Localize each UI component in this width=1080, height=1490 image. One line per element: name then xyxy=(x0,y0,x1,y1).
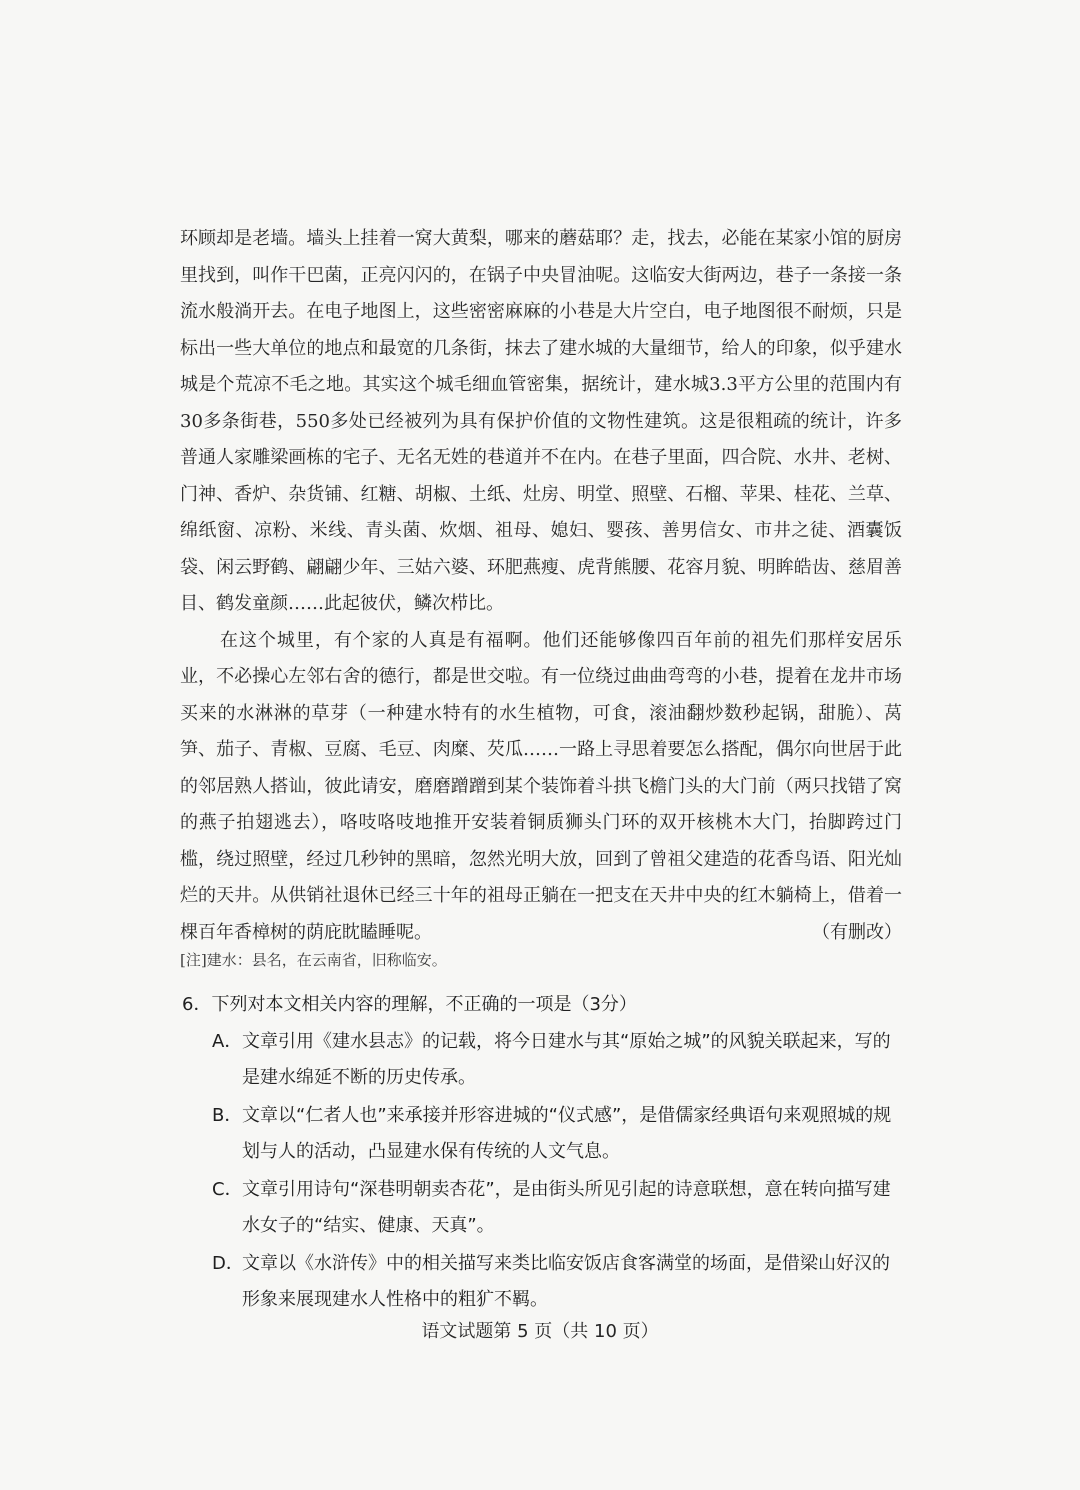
option-d xyxy=(212,1246,904,1318)
source-note: （有删改） xyxy=(812,921,902,943)
question-stem: 6．下列对本文相关内容的理解，不正确的一项是（3分） xyxy=(182,994,637,1015)
option-c xyxy=(212,1172,904,1244)
option-text: 文章以“仁者人也”来承接并形容进城的“仪式感”，是借儒家经典语句来观照城的规划与人的活动，凸显建水保有传统的人文气息。 xyxy=(242,1105,892,1162)
option-letter: A． xyxy=(212,1031,243,1052)
footnote: [注]建水：县名，在云南省，旧称临安。 xyxy=(180,951,447,969)
option-letter: B． xyxy=(212,1105,243,1126)
page-footer: 语文试题第 5 页（共 10 页） xyxy=(421,1321,659,1342)
question-6 xyxy=(182,990,904,1320)
passage-paragraph-2 xyxy=(180,623,902,952)
reading-passage xyxy=(180,221,902,951)
option-b xyxy=(212,1098,904,1170)
option-letter: D． xyxy=(212,1253,244,1274)
option-letter: C． xyxy=(212,1179,243,1200)
passage-paragraph-1: 环顾却是老墙。墙头上挂着一窝大黄梨，哪来的蘑菇耶？走，找去，必能在某家小馆的厨房里找到，叫作干巴菌，正亮闪闪的，在锅子中央冒油呢。这临安大街两边，巷子一条接一条流水般淌开去。在电子地图上，这些密密麻麻的小巷是大片空白，电子地图很不耐烦，只是标出一些大单位的地点和最宽的几条街，抹去了建水城的大量细节，给人的印象，似乎建水城是个荒凉不毛之地。其实这个城毛细血管密集，据统计，建水城3.3平方公里的范围内有30多条街巷，550多处已经被列为具有保护价值的文物性建筑。这是很粗疏的统计，许多普通人家雕梁画栋的宅子、无名无姓的巷道并不在内。在巷子里面，四合院、水井、老树、门神、香炉、杂货铺、红糖、胡椒、土纸、灶房、明堂、照壁、石榴、苹果、桂花、兰草、绵纸窗、凉粉、米线、青头菌、炊烟、祖母、媳妇、婴孩、善男信女、市井之徒、酒囊饭袋、闲云野鹤、翩翩少年、三姑六婆、环肥燕瘦、虎背熊腰、花容月貌、明眸皓齿、慈眉善目、鹤发童颜……此起彼伏，鳞次栉比。 xyxy=(180,228,902,614)
passage-paragraph-2-text: 在这个城里，有个家的人真是有福啊。他们还能够像四百年前的祖先们那样安居乐业，不必操心左邻右舍的德行，都是世交啦。有一位绕过曲曲弯弯的小巷，提着在龙井市场买来的水淋淋的草芽（一种建水特有的水生植物，可食，滚油翻炒数秒起锅，甜脆）、莴笋、茄子、青椒、豆腐、毛豆、肉糜、芡瓜……一路上寻思着要怎么搭配，偶尔向世居于此的邻居熟人搭讪，彼此请安，磨磨蹭蹭到某个装饰着斗拱飞檐门头的大门前（两只找错了窝的燕子拍翅逃去），咯吱咯吱地推开安装着铜质狮头门环的双开核桃木大门，抬脚跨过门槛，绕过照壁，经过几秒钟的黑暗，忽然光明大放，回到了曾祖父建造的花香鸟语、阳光灿烂的天井。从供销社退休已经三十年的祖母正躺在一把支在天井中央的红木躺椅上，借着一棵百年香樟树的荫庇眈瞌睡呢。 xyxy=(180,629,902,943)
option-text: 文章以《水浒传》中的相关描写来类比临安饭店食客满堂的场面，是借梁山好汉的形象来展现建水人性格中的粗犷不羁。 xyxy=(242,1253,890,1310)
option-text: 文章引用《建水县志》的记载，将今日建水与其“原始之城”的风貌关联起来，写的是建水绵延不断的历史传承。 xyxy=(242,1031,891,1088)
option-text: 文章引用诗句“深巷明朝卖杏花”，是由街头所见引起的诗意联想，意在转向描写建水女子的“结实、健康、天真”。 xyxy=(242,1179,891,1236)
option-a xyxy=(212,1024,904,1096)
